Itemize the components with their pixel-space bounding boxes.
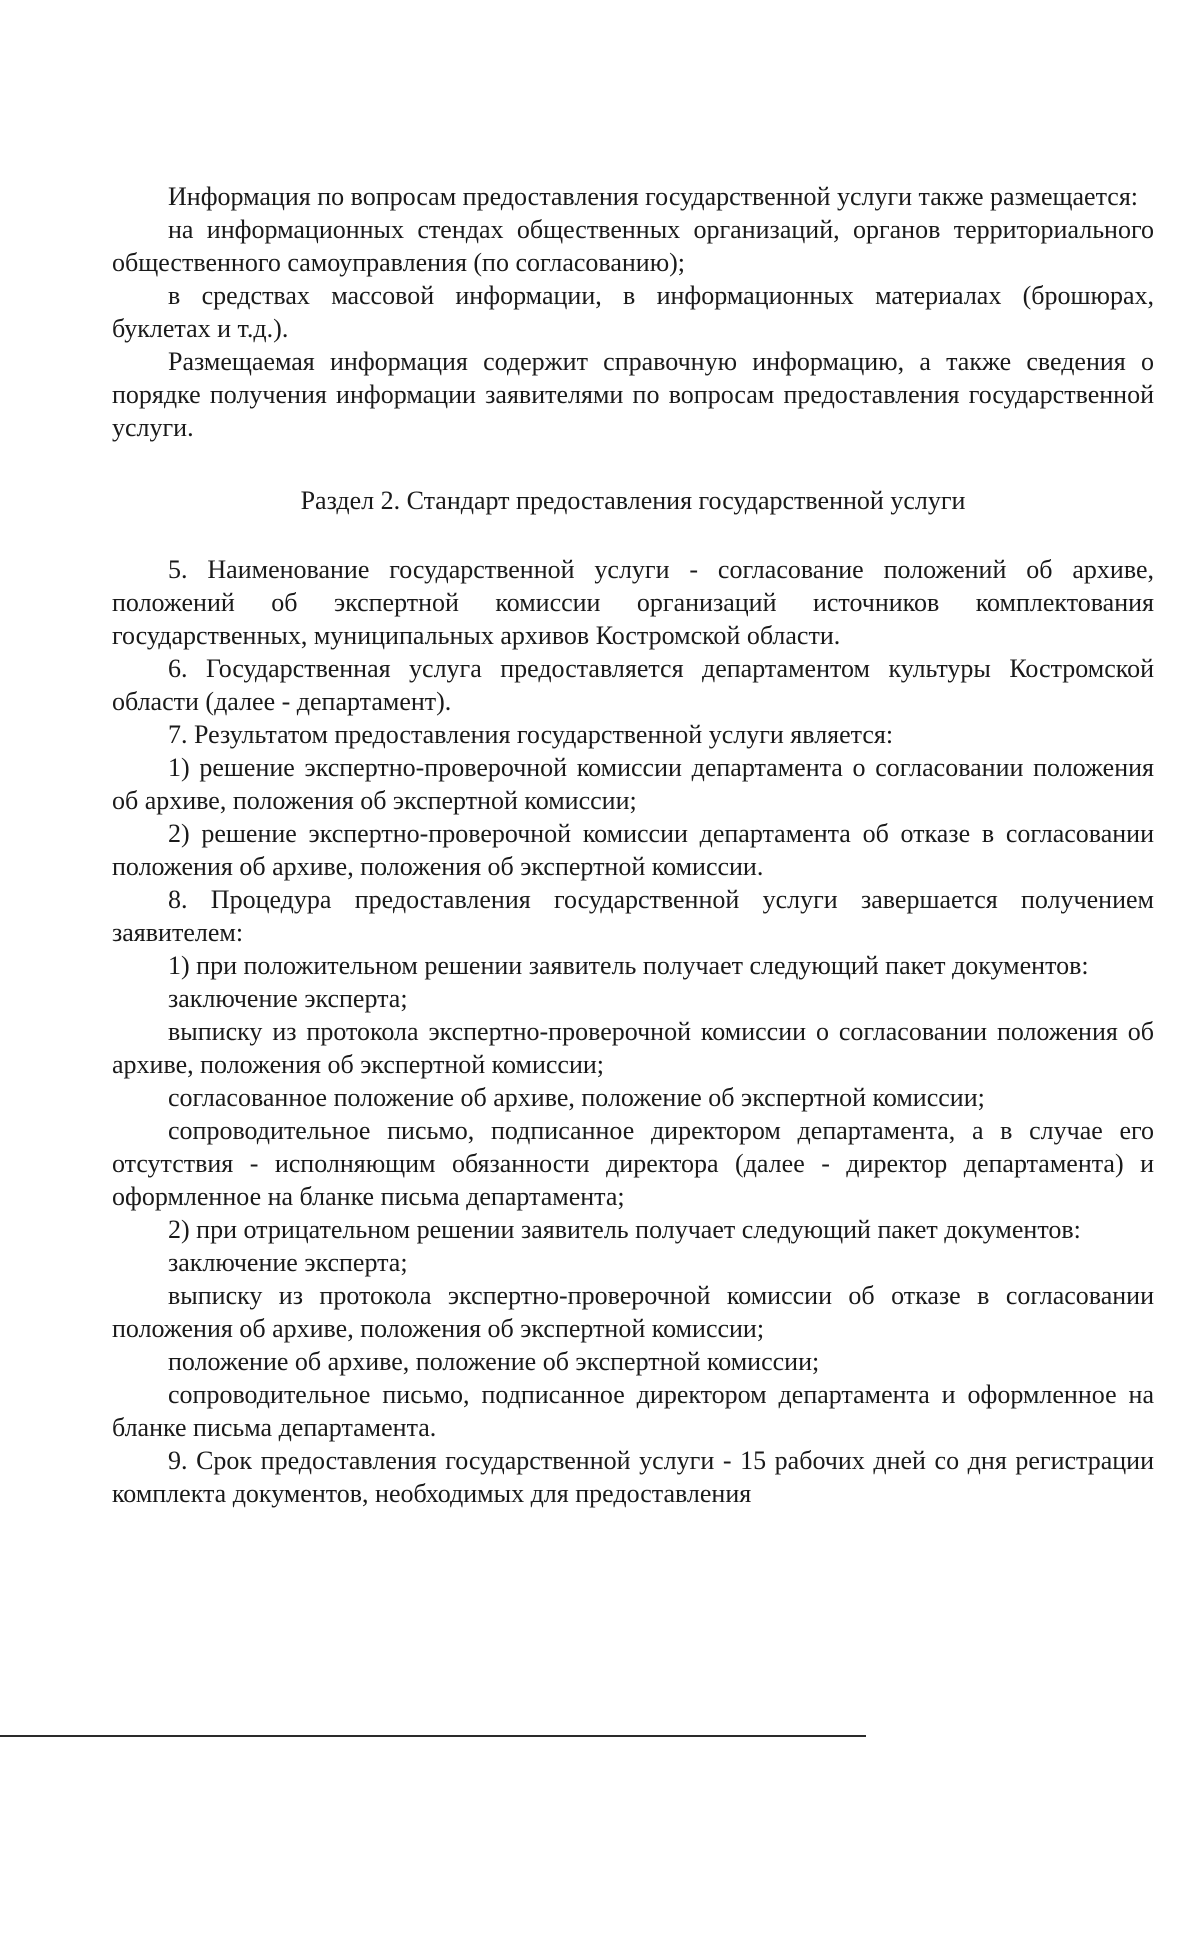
list-item: заключение эксперта; [168,984,408,1013]
list-item: выписку из протокола экспертно-проверочной комиссии об отказе в согласовании положения об архиве, положения об экспертной комиссии; [112,1281,1154,1343]
list-item: сопроводительное письмо, подписанное директором департамента, а в случае его отсутствия - исполняющим обязанности директора (далее - директор департамента) и оформленное на бланке письма департамента; [112,1116,1154,1211]
list-item: положение об архиве, положение об экспертной комиссии; [168,1347,820,1376]
list-item: 1) при положительном решении заявитель получает следующий пакет документов: [168,951,1089,980]
list-item: 1) решение экспертно-проверочной комиссии департамента о согласовании положения об архиве, положения об экспертной комиссии; [112,753,1154,815]
paragraph: Информация по вопросам предоставления государственной услуги также размещается: [168,182,1138,211]
list-item: согласованное положение об архиве, положение об экспертной комиссии; [168,1083,985,1112]
paragraph: на информационных стендах общественных организаций, органов территориального общественного самоуправления (по согласованию); [112,215,1154,277]
list-item: сопроводительное письмо, подписанное директором департамента и оформленное на бланке письма департамента. [112,1380,1154,1442]
list-item: выписку из протокола экспертно-проверочной комиссии о согласовании положения об архиве, положения об экспертной комиссии; [112,1017,1154,1079]
paragraph: 6. Государственная услуга предоставляется департаментом культуры Костромской области (далее - департамент). [112,654,1154,716]
list-item: 2) при отрицательном решении заявитель получает следующий пакет документов: [168,1215,1081,1244]
paragraph: 9. Срок предоставления государственной услуги - 15 рабочих дней со дня регистрации комплекта документов, необходимых для предоставления [112,1446,1154,1508]
paragraph: Размещаемая информация содержит справочную информацию, а также сведения о порядке получения информации заявителями по вопросам предоставления государственной услуги. [112,347,1154,442]
paragraph: 7. Результатом предоставления государственной услуги является: [168,720,894,749]
paragraph: 5. Наименование государственной услуги - согласование положений об архиве, положений об экспертной комиссии организаций источников комплектования государственных, муниципальных архивов Костромской области. [112,555,1154,650]
bottom-divider [0,1735,866,1737]
paragraph: 8. Процедура предоставления государственной услуги завершается получением заявителем: [112,885,1154,947]
paragraph: в средствах массовой информации, в информационных материалах (брошюрах, буклетах и т.д.). [112,281,1154,343]
list-item: заключение эксперта; [168,1248,408,1277]
list-item: 2) решение экспертно-проверочной комиссии департамента об отказе в согласовании положения об архиве, положения об экспертной комиссии. [112,819,1154,881]
document-body [112,180,1154,1510]
section-heading: Раздел 2. Стандарт предоставления государственной услуги [300,486,966,515]
